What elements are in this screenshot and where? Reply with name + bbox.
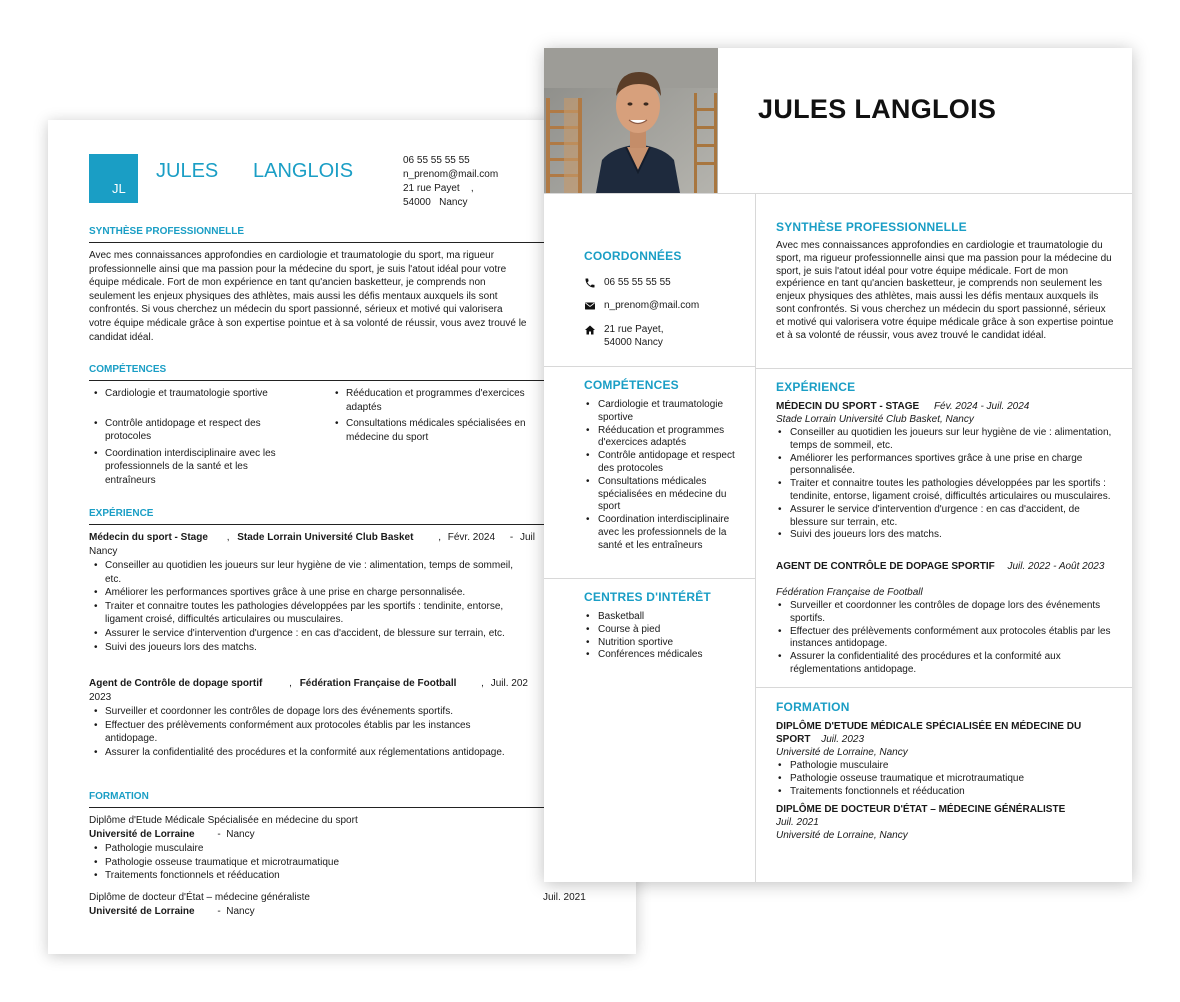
section-title-formation: FORMATION	[89, 790, 636, 808]
list-item: • Traiter et connaitre toutes les pathologies développées par les sportifs : tendinite, entorse, ligament croisé, difficultés articulaires ou musculaires.	[776, 478, 1116, 504]
edu2-degree: Diplôme de docteur d'État – médecine généraliste	[89, 892, 310, 903]
candidate-name: JULES LANGLOIS	[758, 94, 997, 124]
list-item: • Améliorer les performances sportives grâce à une prise en charge personnalisée.	[89, 586, 524, 600]
phone-icon	[584, 277, 604, 289]
job1-sep: ,	[226, 532, 230, 543]
job1-header	[776, 401, 1029, 414]
edu1-city: - Nancy	[217, 829, 255, 840]
address-line-2: 54000 Nancy	[604, 336, 663, 348]
job2-date: Juil. 2022 - Août 2023	[1007, 561, 1105, 572]
edu1-degree: Diplôme d'Etude Médicale Spécialisée en médecine du sport	[89, 815, 358, 826]
synthese-text: Avec mes connaissances approfondies en cardiologie et traumatologie du sport, ma rigueur professionnelle ainsi que ma passion pour la médecine du sport, je suis l'atout idéal pour votre équipe médicale. Fort de mon expérience en tant qu'ancien basketteur, je comprends non seulement les enjeux physiques des athlètes, mais aussi les défis mentaux auxquels ils sont confrontés. Si vous cherchez un médecin du sport passionné, sérieux et motivé qui valorisera votre équipe médicale grâce à son expertise pointue et à sa volonté de réussir, vous avez trouvé le candidat idéal.	[776, 240, 1114, 341]
job2-year: 2023	[89, 692, 112, 703]
initials-text: JL	[112, 181, 126, 196]
list-item: • Assurer la confidentialité des procédures et la conformité aux réglementations antidopage.	[776, 651, 1116, 677]
skills-list-right	[330, 387, 540, 447]
section-title-interets: CENTRES D'INTÉRÊT	[584, 590, 711, 604]
divider	[755, 687, 1132, 688]
section-title-synthese: SYNTHÈSE PROFESSIONNELLE	[776, 220, 967, 234]
job2-tasks	[776, 600, 1116, 677]
edu1-date: Juil. 2023	[821, 733, 865, 745]
edu2-school: Université de Lorraine, Nancy	[776, 830, 908, 841]
list-item: • Cardiologie et traumatologie sportive	[89, 387, 294, 401]
interests-list	[584, 611, 744, 662]
job2-header	[89, 677, 528, 691]
job1-header	[89, 531, 535, 545]
job2-header	[776, 561, 1116, 574]
list-item: • Assurer la confidentialité des procédures et la conformité aux réglementations antidopage.	[89, 746, 509, 760]
job1-employer: Stade Lorrain Université Club Basket, Nancy	[776, 414, 974, 425]
edu2-school: Université de Lorraine	[89, 906, 195, 917]
list-item: • Coordination interdisciplinaire avec les professionnels de la santé et les entraîneurs	[89, 447, 294, 488]
list-item: • Traitements fonctionnels et rééducation	[776, 786, 1116, 799]
list-item: • Nutrition sportive	[584, 637, 744, 650]
address-block	[604, 324, 663, 350]
profile-photo	[544, 48, 718, 193]
envelope-icon	[584, 300, 604, 312]
job2-tasks	[89, 705, 509, 759]
list-item: • Basketball	[584, 611, 744, 624]
edu1-school: Université de Lorraine	[89, 829, 195, 840]
list-item: • Suivi des joueurs lors des matchs.	[776, 529, 1116, 542]
phone-text: 06 55 55 55 55	[403, 155, 470, 166]
job1-date-end: Juil	[519, 532, 535, 543]
edu2-city: - Nancy	[217, 906, 255, 917]
skills-list-left	[89, 387, 294, 491]
section-title-formation: FORMATION	[776, 700, 850, 714]
job2-employer: Fédération Française de Football	[776, 587, 923, 598]
initials-logo	[89, 154, 138, 203]
edu1-items	[776, 760, 1116, 798]
list-item: • Effectuer des prélèvements conformément aux protocoles établis par les instances antidopage.	[776, 626, 1116, 652]
home-icon	[584, 324, 604, 336]
job1-employer: Stade Lorrain Université Club Basket	[237, 532, 414, 543]
header-divider	[544, 193, 1132, 194]
list-item: • Course à pied	[584, 624, 744, 637]
list-item: • Conseiller au quotidien les joueurs sur leur hygiène de vie : alimentation, temps de sommeil, etc.	[89, 559, 524, 586]
contact-email	[584, 300, 699, 313]
column-divider	[755, 193, 756, 882]
list-item: • Rééducation et programmes d'exercices adaptés	[330, 387, 540, 414]
list-item: • Conférences médicales	[584, 649, 744, 662]
job1-dash: -	[509, 532, 514, 543]
section-title-synthese: SYNTHÈSE PROFESSIONNELLE	[89, 225, 636, 243]
job2-sep: ,	[289, 678, 292, 689]
job1-sep2: ,	[438, 532, 441, 543]
list-item: • Rééducation et programmes d'exercices adaptés	[584, 425, 744, 451]
job2-employer: Fédération Française de Football	[299, 678, 457, 689]
list-item: • Surveiller et coordonner les contrôles de dopage lors des événements sportifs.	[776, 600, 1116, 626]
list-item: • Traiter et connaitre toutes les pathologies développées par les sportifs : tendinite, entorse, ligament croisé, difficultés articulaires ou musculaires.	[89, 600, 524, 627]
list-item: • Pathologie musculaire	[776, 760, 1116, 773]
list-item: • Pathologie osseuse traumatique et microtraumatique	[776, 773, 1116, 786]
edu1-school: Université de Lorraine, Nancy	[776, 747, 908, 758]
email-text: n_prenom@mail.com	[403, 169, 499, 180]
list-item: • Effectuer des prélèvements conformément aux protocoles établis par les instances antidopage.	[89, 719, 509, 746]
edu2-date: Juil. 2021	[543, 892, 586, 903]
job2-title: AGENT DE CONTRÔLE DE DOPAGE SPORTIF	[776, 561, 995, 572]
job2-title: Agent de Contrôle de dopage sportif	[89, 678, 263, 689]
last-name: LANGLOIS	[253, 160, 354, 182]
contact-address	[584, 324, 663, 350]
contact-block	[403, 154, 498, 210]
list-item: • Consultations médicales spécialisées en médecine du sport	[330, 417, 540, 444]
edu2-date: Juil. 2021	[776, 817, 819, 828]
job2-sep2: ,	[481, 678, 484, 689]
edu1-items	[89, 842, 489, 883]
divider	[544, 578, 755, 579]
section-title-experience: EXPÉRIENCE	[89, 507, 636, 525]
job1-tasks	[89, 559, 524, 654]
job1-title: MÉDECIN DU SPORT - STAGE	[776, 401, 920, 412]
synthese-text: Avec mes connaissances approfondies en cardiologie et traumatologie du sport, ma rigueur professionnelle ainsi que ma passion pour la médecine du sport, je suis l'atout idéal pour votre équipe médicale. Fort de mon expérience en tant qu'ancien basketteur, je comprends non seulement les enjeux physiques des athlètes, mais aussi les défis mentaux auxquels ils sont confrontés. Si vous cherchez un médecin du sport passionné, sérieux et motivé qui valorisera votre équipe médicale grâce à son expertise pointue et à sa volonté de réussir, vous avez trouvé le candidat idéal.	[89, 250, 527, 343]
first-name: JULES	[156, 160, 219, 182]
job2-date: Juil. 202	[490, 678, 528, 689]
address-line-2: 54000 Nancy	[403, 197, 468, 208]
edu1-header	[776, 721, 1116, 747]
list-item: • Suivi des joueurs lors des matchs.	[89, 641, 524, 655]
resume-page-front	[544, 48, 1132, 882]
section-title-coordonnees: COORDONNÉES	[584, 249, 682, 263]
job1-tasks	[776, 427, 1116, 542]
list-item: • Coordination interdisciplinaire avec les professionnels de la santé et les entraîneurs	[584, 514, 744, 552]
address-line-1: 21 rue Payet ,	[403, 183, 474, 194]
skills-list	[584, 399, 744, 553]
list-item: • Cardiologie et traumatologie sportive	[584, 399, 744, 425]
section-title-competences: COMPÉTENCES	[584, 378, 679, 392]
list-item: • Contrôle antidopage et respect des protocoles	[89, 417, 294, 444]
phone-text: 06 55 55 55 55	[604, 277, 671, 288]
list-item: • Surveiller et coordonner les contrôles de dopage lors des événements sportifs.	[89, 705, 509, 719]
email-text: n_prenom@mail.com	[604, 300, 700, 311]
job1-date: Févr. 2024	[447, 532, 496, 543]
list-item: • Conseiller au quotidien les joueurs sur leur hygiène de vie : alimentation, temps de sommeil, etc.	[776, 427, 1116, 453]
list-item: • Contrôle antidopage et respect des protocoles	[584, 450, 744, 476]
edu1-degree: DIPLÔME D'ETUDE MÉDICALE SPÉCIALISÉE EN MÉDECINE DU SPORT	[776, 721, 1082, 745]
job1-city: Nancy	[89, 546, 118, 557]
edu2-degree: DIPLÔME DE DOCTEUR D'ÉTAT – MÉDECINE GÉNÉRALISTE	[776, 804, 1066, 815]
list-item: • Assurer le service d'intervention d'urgence : en cas d'accident, de blessure sur terrain, etc.	[89, 627, 524, 641]
list-item: • Améliorer les performances sportives grâce à une prise en charge personnalisée.	[776, 453, 1116, 479]
list-item: • Consultations médicales spécialisées en médecine du sport	[584, 476, 744, 514]
list-item: • Pathologie osseuse traumatique et microtraumatique	[89, 856, 489, 870]
list-item: • Traitements fonctionnels et rééducation	[89, 869, 489, 883]
list-item: • Pathologie musculaire	[89, 842, 489, 856]
edu2-school-line	[89, 905, 255, 919]
job1-date: Fév. 2024 - Juil. 2024	[933, 401, 1030, 412]
job1-title: Médecin du sport - Stage	[89, 532, 208, 543]
divider	[544, 366, 755, 367]
address-line-1: 21 rue Payet,	[604, 324, 664, 335]
list-item: • Assurer le service d'intervention d'urgence : en cas d'accident, de blessure sur terrain, etc.	[776, 504, 1116, 530]
section-title-competences: COMPÉTENCES	[89, 363, 636, 381]
contact-phone	[584, 277, 671, 290]
edu1-school-line	[89, 828, 255, 842]
divider	[755, 368, 1132, 369]
section-title-experience: EXPÉRIENCE	[776, 380, 856, 394]
